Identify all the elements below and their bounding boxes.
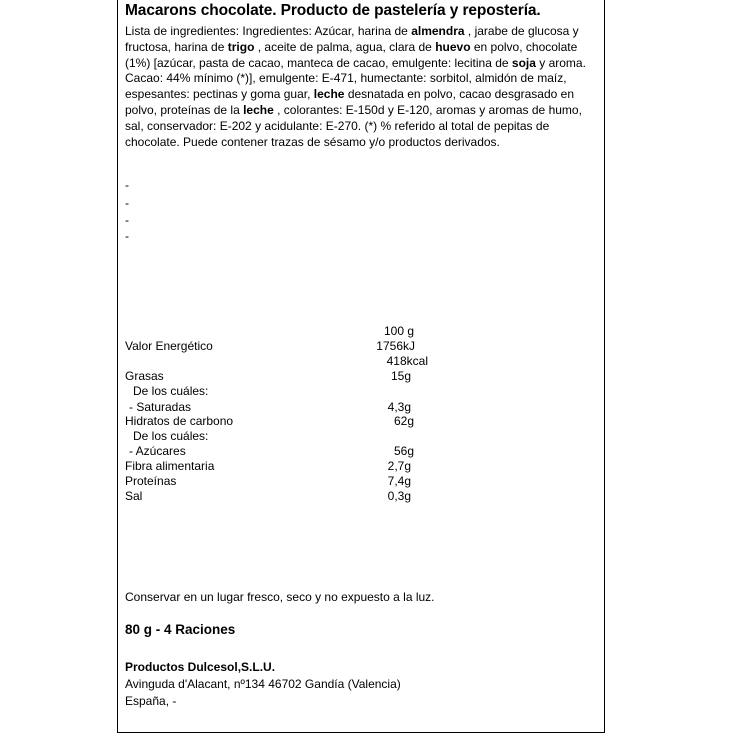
allergen-leche: leche — [313, 87, 345, 102]
ingredients-text: y aroma. Cacao: 44% mínimo (*)], emulgente: E-471, humectante: sorbitol, almidón de maíz, espesantes: pectinas y goma guar, — [125, 55, 586, 102]
allergen-almendra: almendra — [411, 24, 465, 38]
allergen-soja: soja — [511, 55, 536, 70]
nutrition-label: De los cuáles: — [133, 429, 209, 443]
product-title: Macarons chocolate. Producto de pastelería y repostería. — [125, 2, 541, 19]
portion-info: 80 g - 4 Raciones — [125, 622, 236, 637]
nutrition-label: Fibra alimentaria — [125, 459, 215, 473]
nutrition-value: 1756kJ — [376, 339, 415, 353]
nutrition-value: 56g — [393, 444, 414, 458]
nutrition-value: 418kcal — [386, 354, 428, 368]
nutrition-value: 2,7g — [387, 459, 411, 473]
company-name: Productos Dulcesol,S.L.U. — [125, 660, 276, 674]
nutrition-value: 0,3g — [387, 489, 411, 503]
dash-line: - — [125, 229, 129, 243]
nutrition-label: - Azúcares — [129, 444, 186, 458]
allergen-huevo: huevo — [435, 39, 471, 54]
ingredients-text: en polvo, chocolate (1%) [azúcar, pasta de cacao, manteca de cacao, emulgente: lecitina de — [125, 39, 578, 70]
allergen-leche: leche — [243, 102, 274, 117]
allergen-trigo: trigo — [227, 39, 255, 54]
dash-line: - — [125, 178, 129, 192]
nutrition-value: 4,3g — [387, 400, 411, 414]
nutrition-label: De los cuáles: — [133, 384, 209, 398]
company-address: Avinguda d'Alacant, nº134 46702 Gandía (Valencia) — [125, 677, 401, 691]
ingredients-text: desnatada en polvo, cacao desgrasado en polvo, proteínas de la — [125, 87, 574, 117]
ingredients-text: , colorantes: E-150d y E-120, aromas y aromas de humo, sal, conservador: E-202 y acidulante: E-270. (*) % referido al total de pepitas de chocolate. Puede contener trazas de sésamo y/o productos derivados. — [125, 102, 582, 149]
dash-line: - — [125, 196, 129, 210]
nutrition-label: Sal — [125, 489, 143, 503]
company-country: España, - — [125, 694, 177, 708]
nutrition-value: 15g — [390, 369, 411, 383]
nutrition-label: Hidratos de carbono — [125, 414, 234, 428]
ingredients-list — [125, 24, 595, 150]
nutrition-label: Proteínas — [125, 474, 177, 488]
ingredients-text: , aceite de palma, agua, clara de — [254, 39, 436, 54]
nutrition-value: 62g — [393, 414, 414, 428]
dash-line: - — [125, 213, 129, 227]
ingredients-text: , jarabe de glucosa y fructosa, harina de — [125, 24, 579, 54]
ingredients-text: Lista de ingredientes: Ingredientes: Azúcar, harina de — [125, 24, 412, 38]
nutrition-label: - Saturadas — [129, 400, 192, 414]
nutrition-header: 100 g — [383, 324, 414, 338]
nutrition-value: 7,4g — [387, 474, 411, 488]
storage-instructions: Conservar en un lugar fresco, seco y no expuesto a la luz. — [125, 590, 435, 604]
nutrition-label: Valor Energético — [125, 339, 213, 353]
nutrition-label: Grasas — [125, 369, 164, 383]
